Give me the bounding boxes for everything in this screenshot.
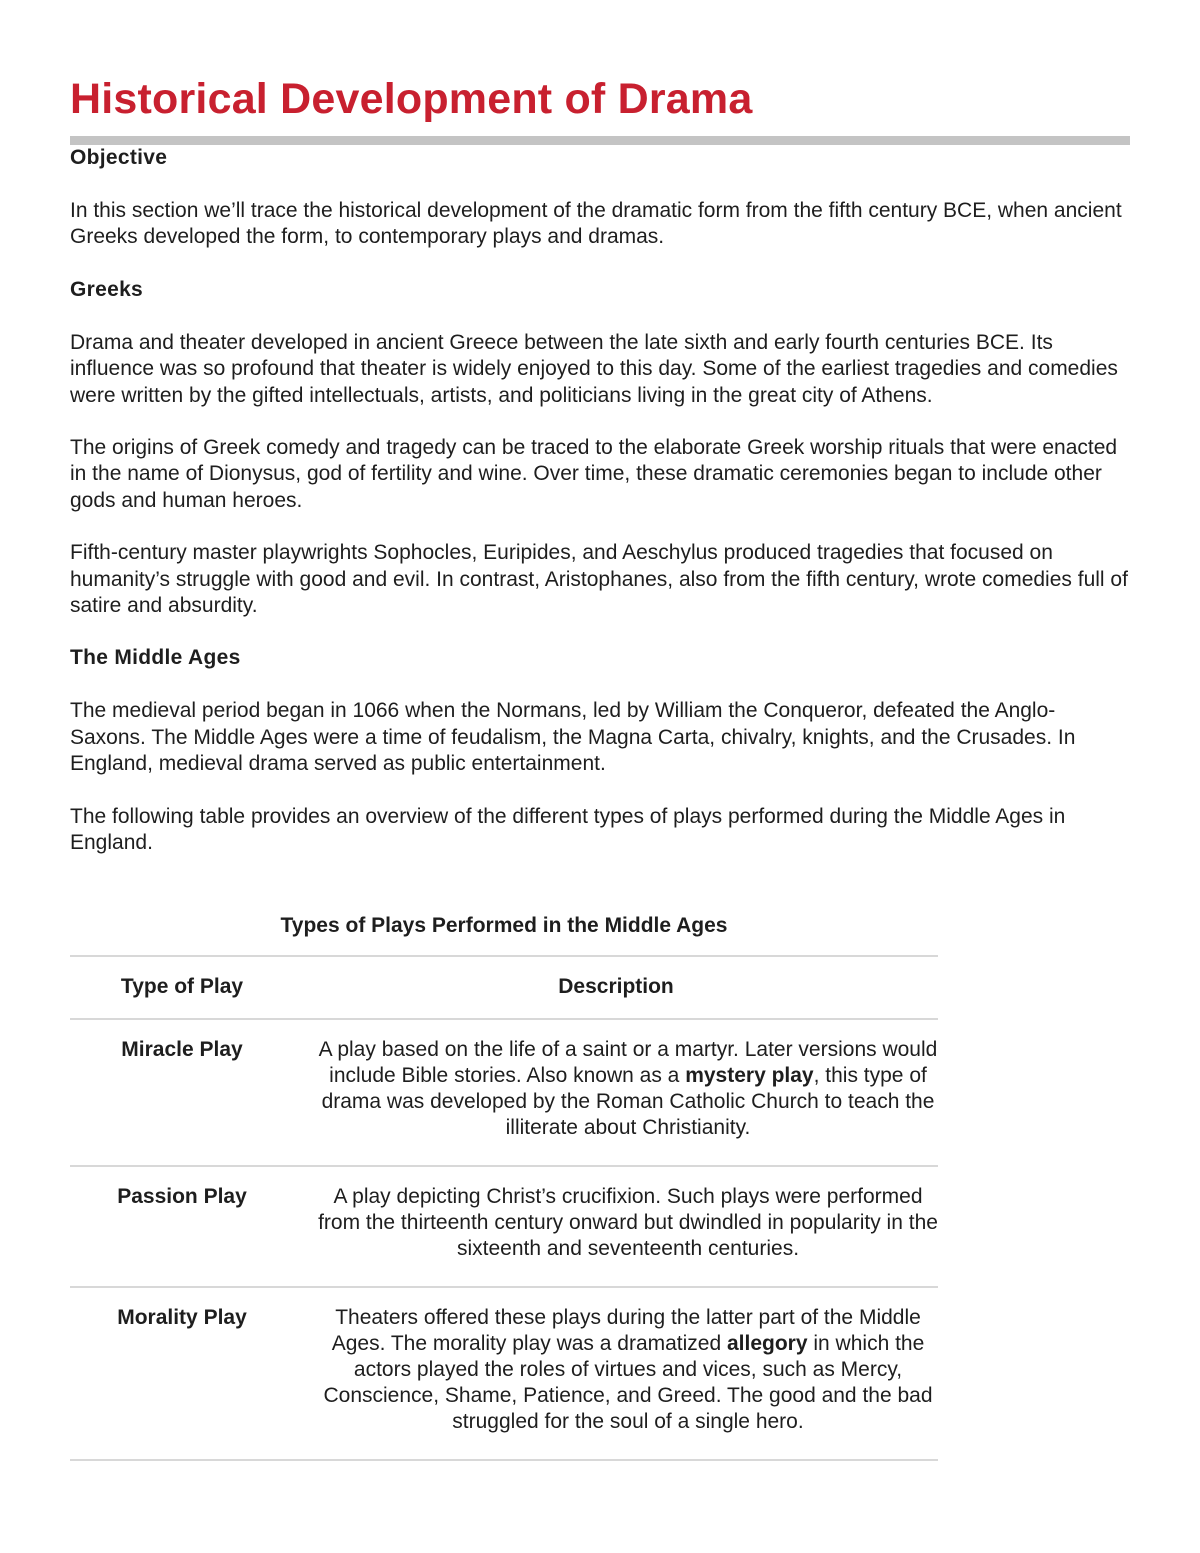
objective-heading: Objective bbox=[70, 146, 168, 169]
column-header-description: Description bbox=[294, 956, 938, 1019]
description-key-term: mystery play bbox=[685, 1063, 814, 1087]
description-key-term: allegory bbox=[727, 1331, 808, 1355]
play-type-cell: Miracle Play bbox=[70, 1019, 294, 1166]
greeks-paragraph-2: The origins of Greek comedy and tragedy can be traced to the elaborate Greek worship rituals that were enacted in the name of Dionysus, god of fertility and wine. Over time, these dramatic ceremonies began to include other gods and human heroes. bbox=[70, 436, 1118, 512]
table-caption: Types of Plays Performed in the Middle Ages bbox=[280, 913, 728, 937]
table-row bbox=[70, 1019, 938, 1166]
table-row bbox=[70, 1287, 938, 1460]
table-header-row bbox=[70, 956, 938, 1019]
play-description-cell bbox=[294, 1019, 938, 1166]
play-type-cell: Passion Play bbox=[70, 1166, 294, 1287]
description-text: , this type of drama was developed by the Roman Catholic Church to teach the illiterate about Christianity. bbox=[321, 1063, 935, 1139]
middle-ages-paragraph-1: The medieval period began in 1066 when the Normans, led by William the Conqueror, defeated the Anglo-Saxons. The Middle Ages were a time of feudalism, the Magna Carta, chivalry, knights, and the Crusades. In England, medieval drama served as public entertainment. bbox=[70, 699, 1076, 776]
page-title: Historical Development of Drama bbox=[70, 75, 753, 123]
play-description-cell bbox=[294, 1166, 938, 1287]
title-divider bbox=[70, 136, 1130, 145]
middle-ages-paragraph-2: The following table provides an overview of the different types of plays performed during the Middle Ages in England. bbox=[70, 804, 1066, 855]
description-text: Theaters offered these plays during the latter part of the Middle Ages. The morality play was a dramatized bbox=[331, 1305, 921, 1355]
middle-ages-heading: The Middle Ages bbox=[70, 646, 241, 670]
table-row bbox=[70, 1166, 938, 1287]
document-page bbox=[70, 72, 1130, 1461]
description-text: A play based on the life of a saint or a martyr. Later versions would include Bible stories. Also known as a bbox=[318, 1037, 938, 1087]
greeks-heading: Greeks bbox=[70, 277, 144, 301]
greeks-paragraph-3: Fifth-century master playwrights Sophocles, Euripides, and Aeschylus produced tragedies that focused on humanity’s struggle with good and evil. In contrast, Aristophanes, also from the fifth century, wrote comedies full of satire and absurdity. bbox=[70, 541, 1128, 618]
column-header-type: Type of Play bbox=[70, 956, 294, 1019]
objective-paragraph: In this section we’ll trace the historical development of the dramatic form from the fifth century BCE, when ancient Greeks developed the form, to contemporary plays and dramas. bbox=[70, 199, 1122, 249]
play-description-cell bbox=[294, 1287, 938, 1460]
plays-table bbox=[70, 955, 938, 1461]
play-type-cell: Morality Play bbox=[70, 1287, 294, 1460]
greeks-paragraph-1: Drama and theater developed in ancient Greece between the late sixth and early fourth centuries BCE. Its influence was so profound that theater is widely enjoyed to this day. Some of the earliest tragedies and comedies were written by the gifted intellectuals, artists, and politicians living in the great city of Athens. bbox=[70, 330, 1118, 407]
description-text: A play depicting Christ’s crucifixion. Such plays were performed from the thirteenth century onward but dwindled in popularity in the sixteenth and seventeenth centuries. bbox=[318, 1184, 938, 1260]
description-text: in which the actors played the roles of virtues and vices, such as Mercy, Conscience, Shame, Patience, and Greed. The good and the bad struggled for the soul of a single hero. bbox=[323, 1331, 933, 1433]
